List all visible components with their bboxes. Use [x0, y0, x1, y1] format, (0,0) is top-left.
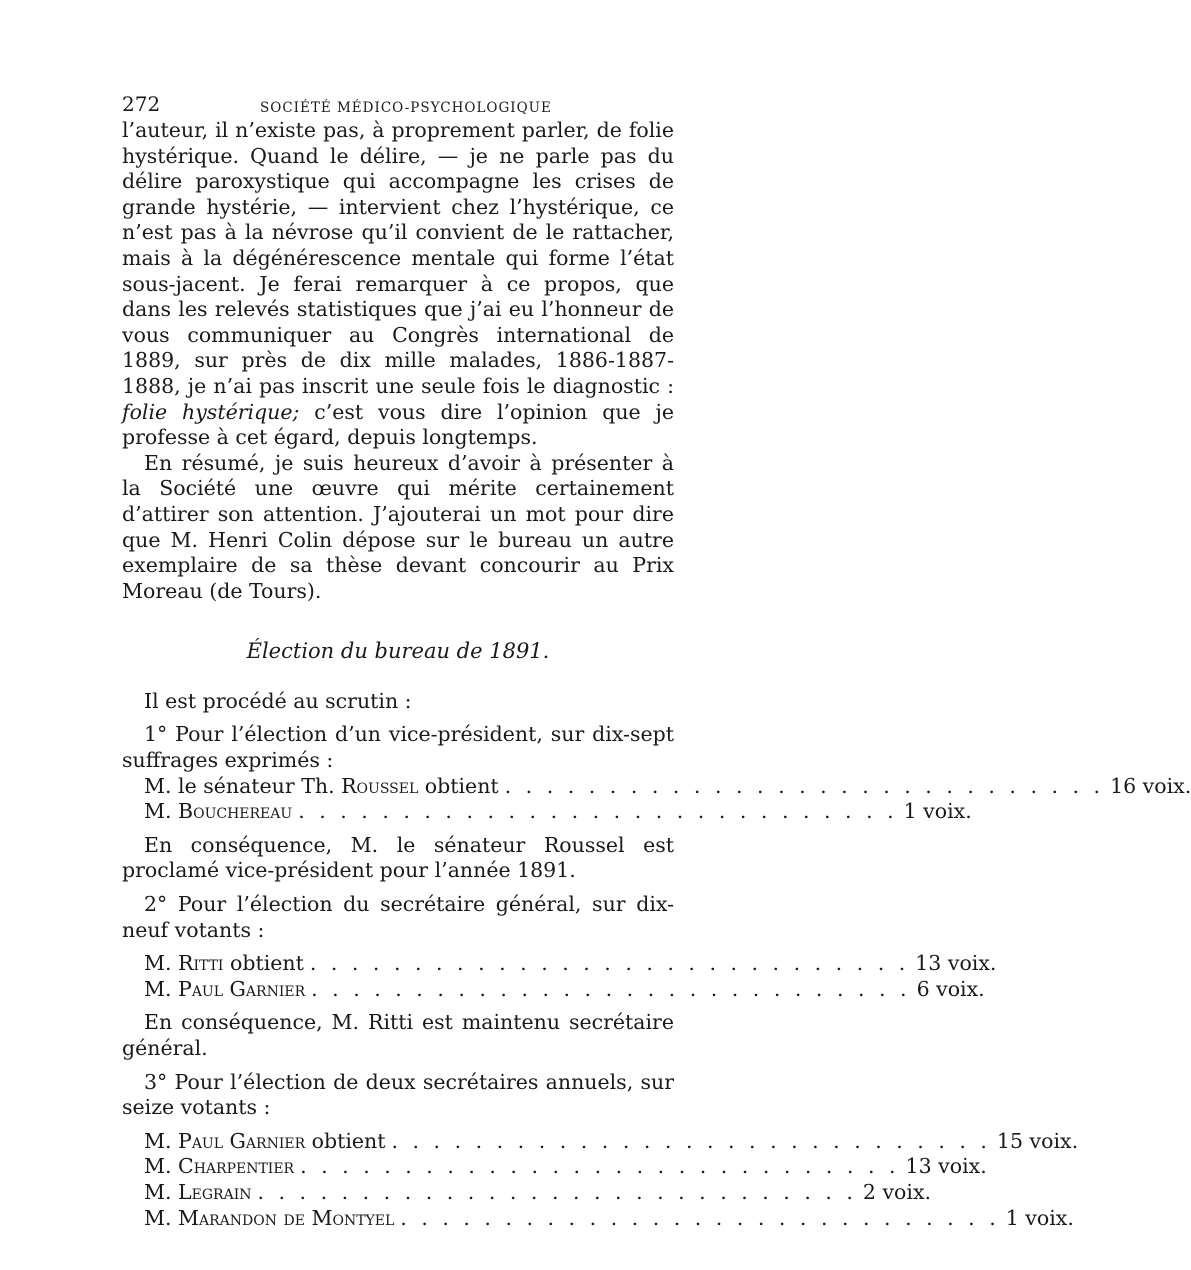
intro-text-2: c’est vous dire l’opinion que je professe à cet égard, depuis longtemps.	[122, 399, 674, 450]
vote-count: 16 voix.	[1110, 773, 1191, 798]
candidate: M. le sénateur Th. Roussel obtient	[144, 773, 499, 798]
vote-line	[122, 976, 985, 1003]
candidate: M. Ritti obtient	[144, 951, 304, 976]
summary-paragraph: En résumé, je suis heureux d’avoir à présenter à la Société une œuvre qui mérite certainement d’attirer son attention. J’ajouterai un mot pour dire que M. Henri Colin dépose sur le bureau un autre exemplaire de sa thèse devant concourir au Prix Moreau (de Tours).	[122, 450, 674, 603]
intro-paragraph	[122, 118, 674, 451]
vote-count: 13 voix.	[915, 951, 997, 976]
election-1-conclusion: En conséquence, M. le sénateur Roussel est proclamé vice-président pour l’année 1891.	[122, 832, 674, 883]
intro-italic: folie hystérique;	[122, 399, 300, 424]
vote-line	[122, 799, 972, 825]
candidate: M. Paul Garnier obtient	[144, 1128, 386, 1153]
vote-count: 1 voix.	[1005, 1205, 1074, 1230]
intro-text-1: l’auteur, il n’existe pas, à proprement parler, de folie hystérique. Quand le délire, — je ne parle pas du délire paroxystique qui accompagne les crises de grande hystérie, — intervient chez l’hystérique, ce n’est pas à la névrose qu’il convient de le rattacher, mais à la dégénérescence mentale qui forme l’état sous-jacent. Je ferai remarquer à ce propos, que dans les relevés statistiques que j’ai eu l’honneur de vous communiquer au Congrès international de 1889, sur près de dix mille malades, 1886-1887-1888, je n’ai pas inscrit une seule fois le diagnostic :	[122, 118, 674, 398]
election-3-heading: 3° Pour l’élection de deux secrétaires annuels, sur seize votants :	[122, 1069, 674, 1120]
candidate: M. Marandon de Montyel	[144, 1205, 395, 1230]
section-title: Élection du bureau de 1891.	[246, 639, 550, 664]
candidate: M. Paul Garnier	[144, 976, 306, 1001]
document-page	[122, 88, 1191, 1231]
vote-line	[122, 1128, 1079, 1155]
dot-leader: . . . . . . . . . . . . . . . . . . . . . . . . . . . . .	[309, 951, 910, 976]
vote-count: 13 voix.	[905, 1154, 987, 1179]
vote-line	[122, 1179, 932, 1206]
vote-count: 2 voix.	[862, 1179, 932, 1204]
election-2-heading: 2° Pour l’élection du secrétaire général, sur dix-neuf votants :	[122, 892, 674, 942]
dot-leader: . . . . . . . . . . . . . . . . . . . . . . . . . . . . .	[400, 1205, 1000, 1230]
vote-count: 1 voix.	[903, 799, 972, 824]
vote-count: 6 voix.	[916, 976, 985, 1001]
vote-line	[122, 951, 997, 977]
dot-leader: . . . . . . . . . . . . . . . . . . . . . . . . . . . . .	[504, 773, 1105, 798]
running-title: SOCIÉTÉ MÉDICO-PSYCHOLOGIQUE	[260, 100, 552, 116]
dot-leader: . . . . . . . . . . . . . . . . . . . . . . . . . . . . .	[311, 976, 911, 1001]
vote-line	[122, 1154, 987, 1180]
election-2-conclusion: En conséquence, M. Ritti est maintenu secrétaire général.	[122, 1010, 674, 1060]
election-1-heading: 1° Pour l’élection d’un vice-président, sur dix-sept suffrages exprimés :	[122, 722, 674, 773]
vote-line	[122, 1205, 1074, 1232]
vote-line	[122, 773, 1191, 800]
candidate: M. Charpentier	[144, 1154, 295, 1179]
candidate: M. Bouchereau	[144, 799, 293, 824]
dot-leader: . . . . . . . . . . . . . . . . . . . . . . . . . . . . .	[257, 1179, 857, 1204]
page-header	[122, 88, 674, 118]
dot-leader: . . . . . . . . . . . . . . . . . . . . . . . . . . . . .	[298, 799, 898, 824]
vote-count: 15 voix.	[996, 1128, 1079, 1153]
candidate: M. Legrain	[144, 1179, 252, 1204]
ballot-intro: Il est procédé au scrutin :	[144, 688, 412, 713]
dot-leader: . . . . . . . . . . . . . . . . . . . . . . . . . . . . .	[391, 1128, 991, 1153]
page-number: 272	[122, 92, 161, 116]
dot-leader: . . . . . . . . . . . . . . . . . . . . . . . . . . . . .	[300, 1154, 900, 1179]
